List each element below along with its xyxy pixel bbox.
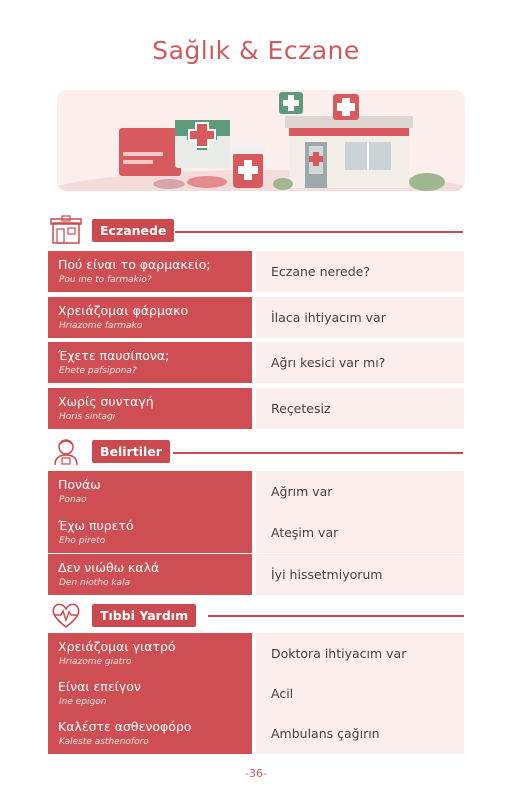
phrase-row — [48, 554, 464, 595]
section-header-eczanede — [50, 215, 470, 245]
section-header-belirtiler — [50, 436, 470, 466]
page-title: Sağlık & Eczane — [152, 36, 360, 65]
phrase-row — [48, 673, 464, 714]
greek-phrase: Έχω πυρετό — [58, 518, 134, 533]
turkish-translation: Ateşim var — [271, 525, 339, 540]
phrase-row — [48, 342, 464, 383]
turkish-translation: Ambulans çağırın — [271, 726, 380, 741]
page-number: -36- — [245, 767, 267, 780]
greek-phrase: Πού είναι το φαρμακείο; — [58, 257, 211, 272]
turkish-translation: Doktora ihtiyacım var — [271, 646, 407, 661]
section-label: Tıbbi Yardım — [92, 604, 196, 627]
turkish-translation: Eczane nerede? — [271, 264, 371, 279]
phrase-row — [48, 251, 464, 292]
section-divider — [175, 231, 463, 233]
transliteration: Hriazome giatro — [59, 657, 132, 667]
section-divider — [173, 452, 463, 454]
greek-phrase: Πονάω — [58, 477, 101, 492]
pharmacy-illustration — [57, 90, 465, 191]
transliteration: Pou ine to farmakio? — [59, 275, 152, 285]
phrase-row — [48, 713, 464, 754]
section-divider — [208, 615, 464, 617]
transliteration: Ponao — [59, 495, 87, 505]
pharmacy-icon — [50, 215, 82, 245]
turkish-translation: Reçetesiz — [271, 401, 331, 416]
turkish-translation: Acil — [271, 686, 294, 701]
transliteration: Ine epigon — [59, 697, 107, 707]
turkish-translation: İyi hissetmiyorum — [271, 567, 383, 582]
greek-phrase: Χρειάζομαι φάρμακο — [58, 303, 189, 318]
greek-phrase: Χωρίς συνταγή — [58, 394, 154, 409]
greek-phrase: Είναι επείγον — [58, 679, 141, 694]
phrase-row — [48, 388, 464, 429]
greek-phrase: Χρειάζομαι γιατρό — [58, 639, 176, 654]
phrase-row — [48, 471, 464, 512]
section-label: Eczanede — [92, 219, 174, 242]
transliteration: Hriazome farmako — [59, 321, 143, 331]
greek-phrase: Έχετε παυσίπονα; — [58, 348, 170, 363]
transliteration: Horis sintagi — [59, 412, 116, 422]
greek-phrase: Καλέστε ασθενοφόρο — [58, 719, 192, 734]
section-header-tibbi-yardim — [50, 600, 470, 630]
transliteration: Eho pireto — [59, 536, 106, 546]
turkish-translation: İlaca ihtiyacım var — [271, 310, 386, 325]
turkish-translation: Ağrı kesici var mı? — [271, 355, 386, 370]
turkish-translation: Ağrım var — [271, 484, 333, 499]
greek-phrase: Δεν νιώθω καλά — [58, 560, 160, 575]
section-label: Belirtiler — [92, 440, 170, 463]
transliteration: Den niotho kala — [59, 578, 131, 588]
transliteration: Kaleste asthenoforo — [59, 737, 149, 747]
sick-person-icon — [50, 436, 82, 466]
phrase-row — [48, 512, 464, 553]
heartbeat-icon — [50, 600, 82, 630]
phrase-row — [48, 633, 464, 674]
transliteration: Ehete pafsipona? — [59, 366, 137, 376]
phrase-row — [48, 297, 464, 338]
